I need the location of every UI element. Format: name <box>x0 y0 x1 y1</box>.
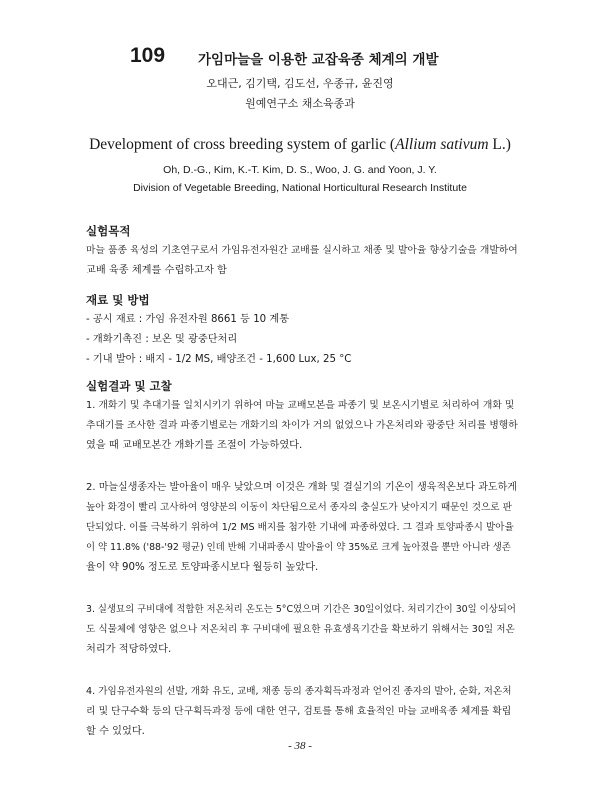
results-line: 추대기를 조사한 결과 파종기별로는 개화기의 차이가 거의 없었으나 가온처리와 광중단 처리를 병행하 <box>86 420 518 431</box>
abstract-number: 109 <box>130 44 166 67</box>
section-heading-purpose: 실험목적 <box>86 224 131 238</box>
results-line: 3. 실생묘의 구비대에 적합한 저온처리 온도는 5°C였으며 기간은 30일이었다. 처리기간이 30일 이상되어 <box>86 604 516 615</box>
results-line: 높아 화경이 빨리 고사하여 영양분의 이동이 차단됨으로서 종자의 충실도가 낮아지기 때문인 것으로 판 <box>86 502 512 513</box>
results-line: 이 약 11.8% ('88-'92 평균) 인데 반해 기내파종시 발아율이 약 35%로 크게 높아졌을 뿐만 아니라 생존 <box>86 542 511 553</box>
results-paragraph-3 <box>86 600 516 660</box>
results-line: 율이 약 90% 정도로 토양파종시보다 월등히 높았다. <box>86 562 319 573</box>
materials-item: - 기내 발아 : 배지 - 1/2 MS, 배양조건 - 1,600 Lux, 25 °C <box>86 354 352 365</box>
results-line: 단되었다. 이를 극복하기 위하여 1/2 MS 배지를 첨가한 기내에 파종하였다. 그 결과 토양파종시 발아율 <box>86 522 514 533</box>
section-results <box>86 376 516 742</box>
results-paragraph-4 <box>86 682 516 742</box>
affiliation-english: Division of Vegetable Breeding, National Horticultural Research Institute <box>133 182 467 194</box>
results-paragraph-1 <box>86 396 516 456</box>
materials-item: - 공시 재료 : 가임 유전자원 8661 등 10 계통 <box>86 314 290 325</box>
materials-item: - 개화기촉진 : 보온 및 광중단처리 <box>86 334 238 345</box>
section-purpose <box>86 221 516 281</box>
purpose-line: 교배 육종 체계를 수립하고자 함 <box>86 265 227 276</box>
title-english <box>0 136 600 154</box>
results-line: 였을 때 교배모본간 개화기를 조절이 가능하였다. <box>86 440 303 451</box>
section-heading-results: 실험결과 및 고찰 <box>86 379 172 393</box>
title-english-post: L.) <box>488 136 511 153</box>
title-korean: 가임마늘을 이용한 교잡육종 체계의 개발 <box>198 52 439 68</box>
title-english-pre: Development of cross breeding system of garlic ( <box>89 136 396 153</box>
page-number: - 38 - <box>288 740 312 752</box>
results-line: 1. 개화기 및 추대기를 일치시키기 위하여 마늘 교배모본을 파종기 및 보온시기별로 처리하여 개화 및 <box>86 400 515 411</box>
authors-korean: 오대근, 김기택, 김도선, 우종규, 윤진영 <box>206 77 394 90</box>
section-heading-materials: 재료 및 방법 <box>86 293 150 307</box>
purpose-line: 마늘 품종 육성의 기초연구로서 가임유전자원간 교배를 실시하고 채종 및 발아율 향상기술을 개발하여 <box>86 245 518 256</box>
affiliation-korean: 원예연구소 채소육종과 <box>245 97 355 110</box>
authors-english: Oh, D.-G., Kim, K.-T. Kim, D. S., Woo, J. G. and Yoon, J. Y. <box>163 164 437 176</box>
results-line: 4. 가임유전자원의 선발, 개화 유도, 교배, 채종 등의 종자획득과정과 얻어진 종자의 발아, 순화, 저온처 <box>86 686 512 697</box>
results-line: 할 수 있었다. <box>86 726 145 737</box>
results-line: 처리가 적당하였다. <box>86 644 172 655</box>
section-materials <box>86 290 516 370</box>
results-line: 도 식물체에 영향은 없으나 저온처리 후 구비대에 필요한 유효생육기간을 확보하기 위해서는 30일 저온 <box>86 624 515 635</box>
title-english-species: Allium sativum <box>395 136 489 153</box>
results-paragraph-2 <box>86 478 516 578</box>
results-line: 2. 마늘실생종자는 발아율이 매우 낮았으며 이것은 개화 및 결실기의 기온이 생육적온보다 과도하게 <box>86 482 517 493</box>
results-line: 리 및 단구수확 등의 단구획득과정 등에 대한 연구, 검토를 통해 효율적인 마늘 교배육종 체계를 확립 <box>86 706 512 717</box>
